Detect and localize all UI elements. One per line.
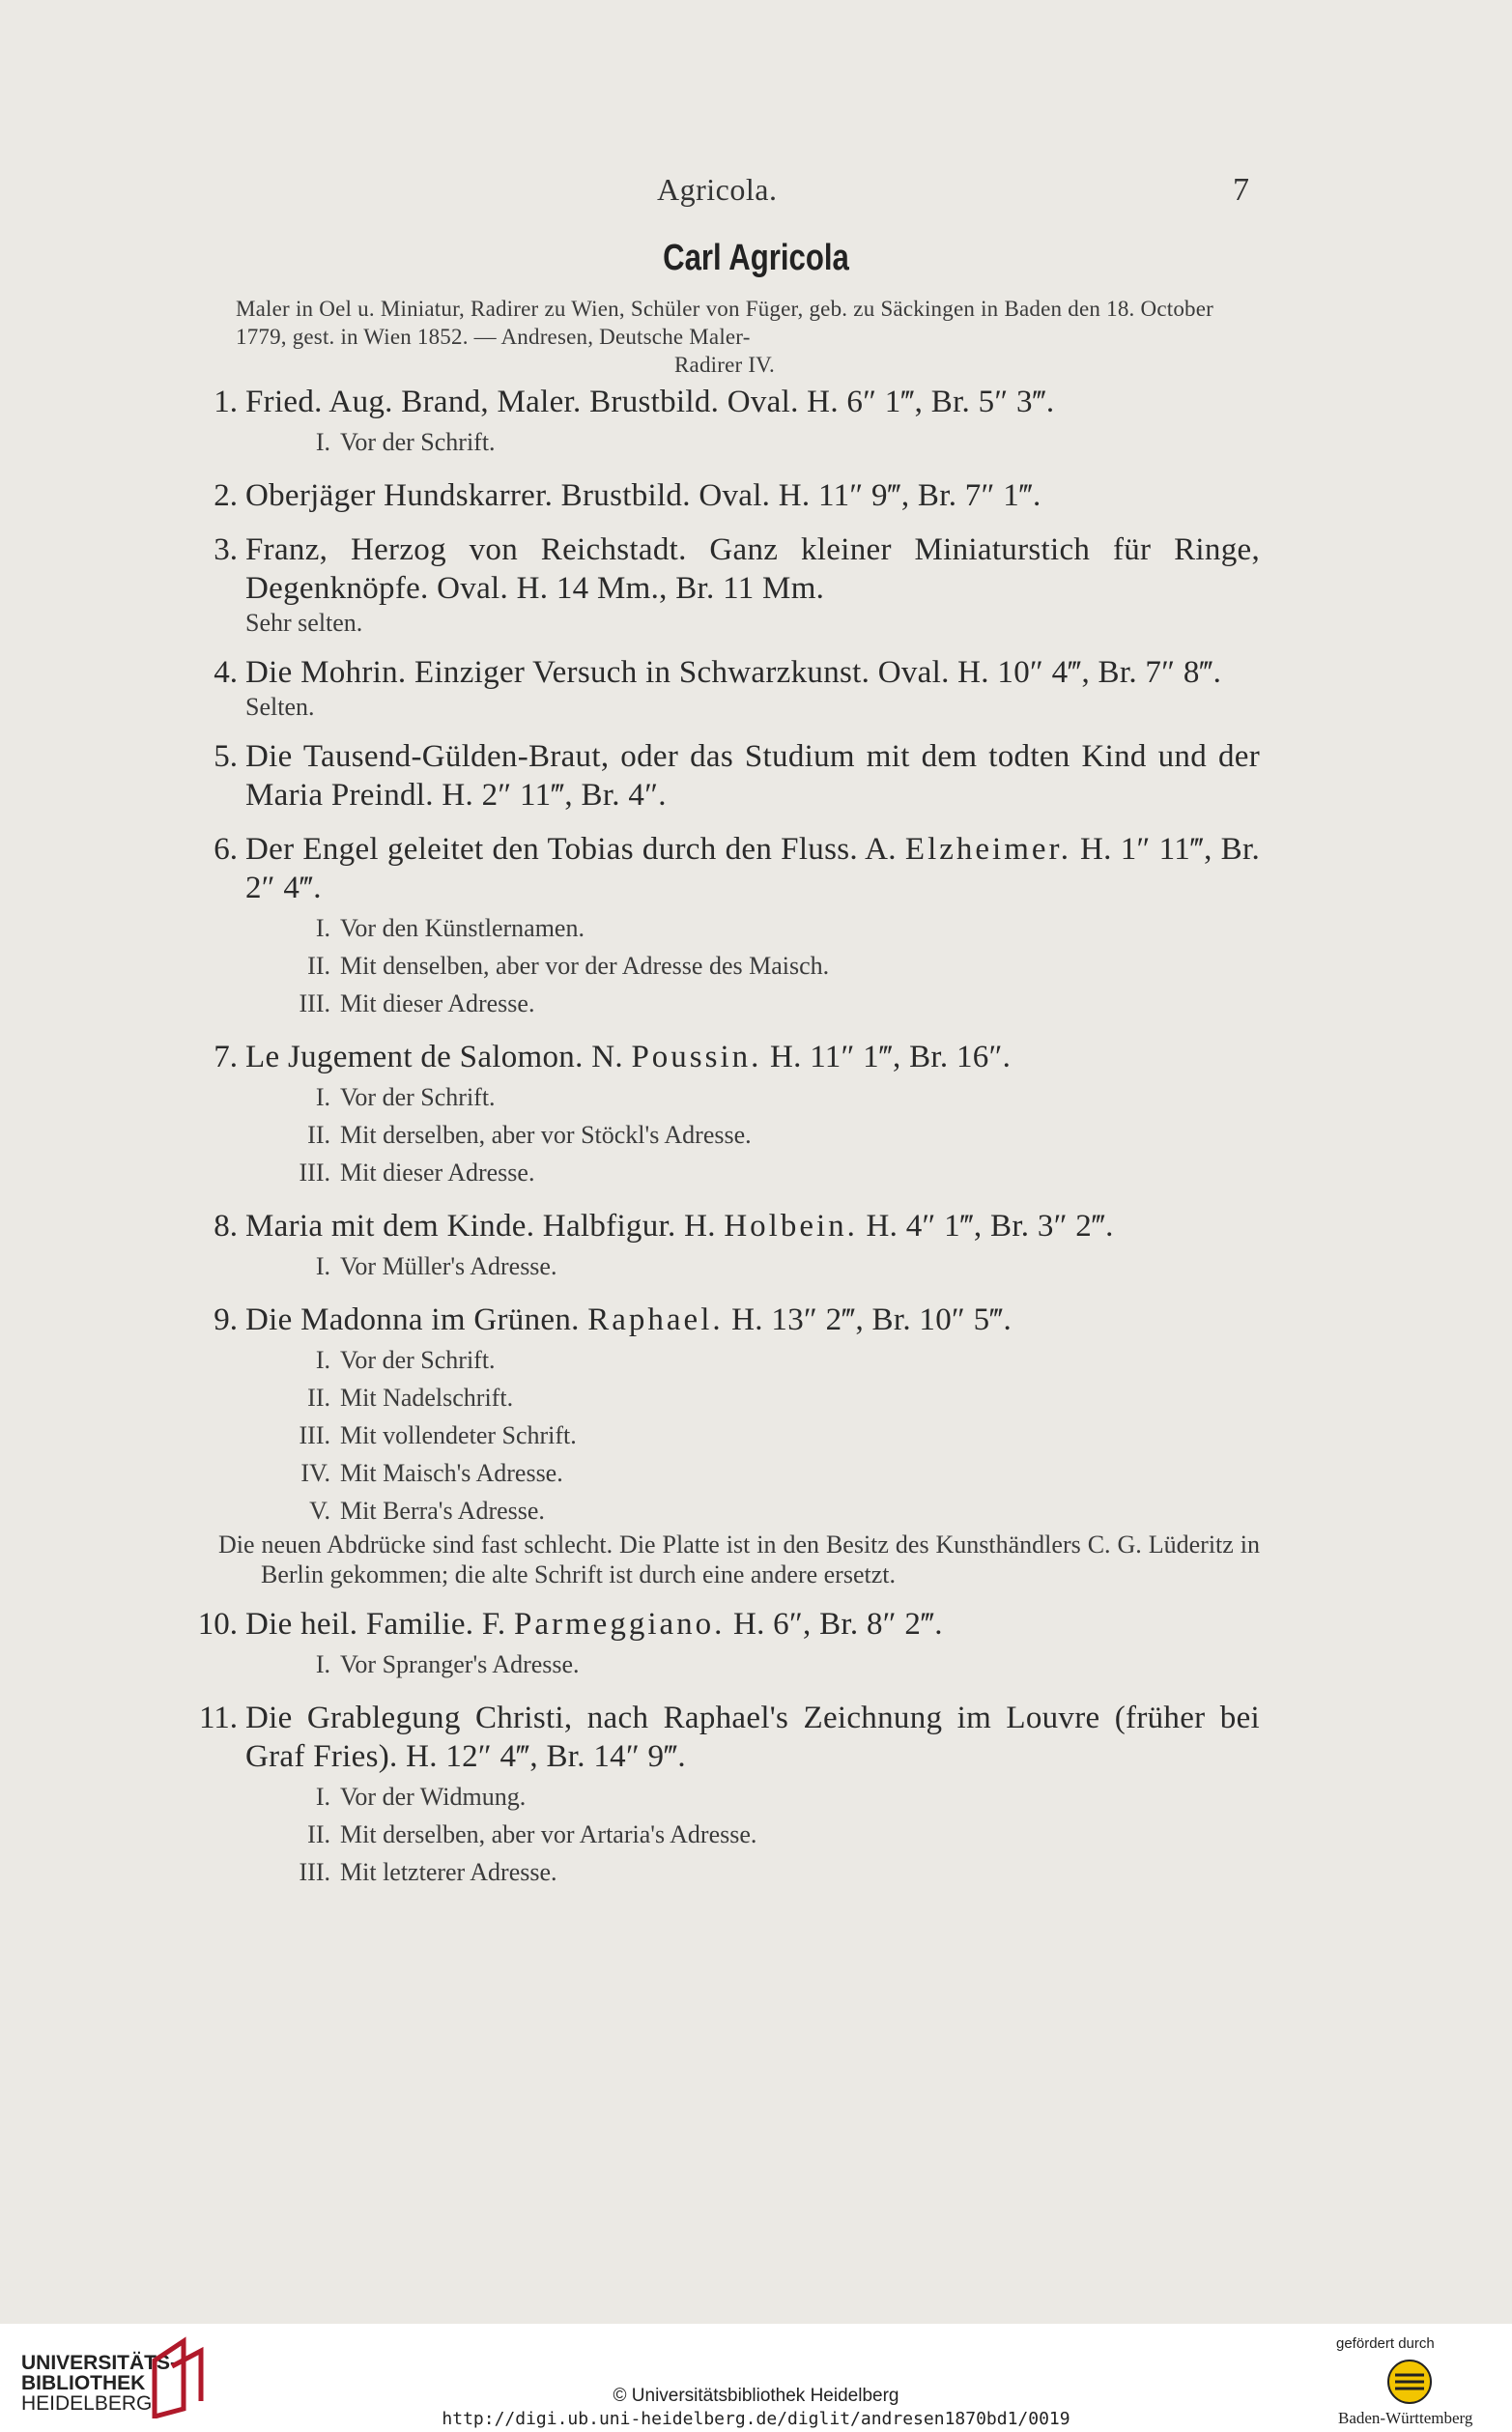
state-numeral: II. [307,1384,330,1412]
state-numeral: III. [299,1858,330,1886]
entry-artist: Parmeggiano. [514,1607,726,1642]
bio-line: Maler in Oel u. Miniatur, Radirer zu Wien, Schüler von Füger, geb. zu Säckingen in [236,297,999,321]
page-number: 7 [1233,172,1249,208]
entry-number: 7. [214,1040,238,1074]
entry-title [245,1301,1260,1339]
entry-dimensions: H. 1″ 11‴, Br. 2″ 4‴. [245,832,1260,905]
state-item [245,947,1260,985]
library-name-line: HEIDELBERG [21,2392,153,2415]
entry-title: Fried. Aug. Brand, Maler. Brustbild. Oval. H. 6″ 1‴, Br. 5″ 3‴. [245,385,1055,419]
library-name-line: UNIVERSITÄTS- [21,2352,178,2374]
entry-number: 8. [214,1209,238,1244]
copyright-notice: © Universitätsbibliothek Heidelberg [613,2386,899,2406]
state-numeral: II. [307,1820,330,1848]
state-item [245,1492,1260,1530]
entry-note: Selten. [245,693,315,721]
state-text: Mit Nadelschrift. [340,1384,514,1412]
state-numeral: V. [309,1497,330,1525]
state-text: Mit dieser Adresse. [340,1159,535,1187]
state-numeral: III. [299,989,330,1017]
running-title: Agricola. [657,172,778,207]
state-text: Vor den Künstlernamen. [340,914,585,942]
catalogue-entry [193,1301,1260,1589]
state-text: Mit Berra's Adresse. [340,1497,545,1525]
state-numeral: II. [307,1121,330,1149]
state-list [245,423,1260,461]
entry-title-text: Le Jugement de Salomon. N. [245,1040,632,1074]
catalogue-entries [193,383,1260,1906]
entry-number: 3. [214,532,238,567]
state-item [245,1078,1260,1116]
state-item [245,1454,1260,1492]
catalogue-entry [193,653,1260,722]
entry-title-text: Der Engel geleitet den Tobias durch den Fluss. A. [245,832,905,867]
entry-title-text: Maria mit dem Kinde. Halbfigur. H. [245,1209,725,1244]
state-text: Mit vollendeter Schrift. [340,1421,577,1449]
sponsor-label: gefördert durch [1336,2335,1435,2352]
state-text: Mit Maisch's Adresse. [340,1459,563,1487]
catalogue-entry [193,737,1260,815]
catalogue-entry [193,476,1260,515]
state-numeral: III. [299,1159,330,1187]
entry-note: Sehr selten. [245,609,363,637]
entry-artist: Raphael. [587,1302,724,1337]
state-item [245,1816,1260,1853]
state-numeral: I. [315,428,330,456]
state-item [245,1853,1260,1891]
entry-number: 1. [214,385,238,419]
entry-title: Die Grablegung Christi, nach Raphael's Zeichnung im Louvre (früher bei Graf Fries). H. 12″ 4‴, Br. 14″ 9‴. [245,1701,1260,1774]
state-text: Vor der Schrift. [340,1083,496,1111]
entry-artist: Poussin. [631,1040,762,1074]
state-numeral: I. [315,914,330,942]
state-item [245,423,1260,461]
catalogue-entry [193,830,1260,1022]
state-text: Mit derselben, aber vor Artaria's Adresse. [340,1820,757,1848]
entry-title [245,830,1260,907]
entry-number: 5. [214,739,238,774]
state-list [245,909,1260,1022]
entry-title: Oberjäger Hundskarrer. Brustbild. Oval. H. 11″ 9‴, Br. 7″ 1‴. [245,478,1041,513]
catalogue-entry [193,1038,1260,1191]
state-text: Vor Spranger's Adresse. [340,1650,580,1678]
state-numeral: I. [315,1783,330,1811]
state-text: Vor der Schrift. [340,1346,496,1374]
state-numeral: I. [315,1650,330,1678]
state-list [245,1078,1260,1191]
author-biography [236,295,1213,379]
entry-dimensions: H. 4″ 1‴, Br. 3″ 2‴. [857,1209,1114,1244]
state-item [245,1341,1260,1379]
entry-title: Die Tausend-Gülden-Braut, oder das Studium mit dem todten Kind und der Maria Preindl. H. 2″ 11‴, Br. 4″. [245,739,1260,813]
entry-number: 4. [214,655,238,690]
catalogue-entry [193,1207,1260,1285]
entry-number: 10. [197,1607,238,1642]
state-text: Vor der Schrift. [340,428,496,456]
catalogue-entry [193,383,1260,461]
catalogue-entry [193,1605,1260,1683]
state-item [245,1379,1260,1416]
state-numeral: I. [315,1252,330,1280]
entry-remark: Die neuen Abdrücke sind fast schlecht. Die Platte ist in den Besitz des Kunsthändlers C. G. Lüderitz in Berlin gekommen; die alte Schrift ist durch eine andere ersetzt. [218,1531,1260,1588]
state-numeral: IV. [300,1459,330,1487]
state-item [245,985,1260,1022]
state-item [245,1154,1260,1191]
library-name-line: BIBLIOTHEK [21,2372,146,2394]
state-text: Vor Müller's Adresse. [340,1252,557,1280]
entry-title-text: Die Madonna im Grünen. [245,1302,588,1337]
sponsor-name: Baden-Württemberg [1338,2409,1473,2427]
state-item [245,1247,1260,1285]
state-numeral: II. [307,952,330,980]
state-text: Mit denselben, aber vor der Adresse des Maisch. [340,952,830,980]
entry-title [245,1207,1260,1245]
state-text: Mit letzterer Adresse. [340,1858,557,1886]
entry-title-text: Die heil. Familie. F. [245,1607,515,1642]
state-item [245,1416,1260,1454]
entry-title [245,1605,1260,1644]
state-text: Mit dieser Adresse. [340,989,535,1017]
state-list [245,1341,1260,1530]
permalink-url[interactable]: http://digi.ub.uni-heidelberg.de/diglit/andresen1870bd1/0019 [442,2409,1070,2429]
state-numeral: I. [315,1083,330,1111]
state-text: Vor der Widmung. [340,1783,527,1811]
bio-line: Baden den 18. October 1779, gest. in Wien 1852. — Andresen, Deutsche Maler- [236,297,1213,349]
author-heading: Carl Agricola [663,238,849,278]
entry-number: 2. [214,478,238,513]
state-list [245,1778,1260,1891]
coat-of-arms-icon [1385,2358,1434,2406]
entry-title [245,1038,1260,1076]
state-item [245,909,1260,947]
entry-number: 9. [214,1302,238,1337]
state-item [245,1778,1260,1816]
state-numeral: I. [315,1346,330,1374]
entry-dimensions: H. 11″ 1‴, Br. 16″. [761,1040,1012,1074]
footer-bar [0,2324,1512,2432]
bio-line-last: Radirer IV. [674,353,775,377]
state-list [245,1247,1260,1285]
entry-dimensions: H. 6″, Br. 8″ 2‴. [725,1607,943,1642]
entry-number: 6. [214,832,238,867]
state-list [245,1645,1260,1683]
entry-dimensions: H. 13″ 2‴, Br. 10″ 5‴. [723,1302,1013,1337]
entry-artist: Holbein. [724,1209,858,1244]
entry-title: Die Mohrin. Einziger Versuch in Schwarzkunst. Oval. H. 10″ 4‴, Br. 7″ 8‴. [245,655,1222,690]
entry-title: Franz, Herzog von Reichstadt. Ganz kleiner Miniaturstich für Ringe, Degenknöpfe. Oval. H. 14 Mm., Br. 11 Mm. [245,532,1260,606]
state-item [245,1116,1260,1154]
state-text: Mit derselben, aber vor Stöckl's Adresse. [340,1121,752,1149]
entry-number: 11. [198,1701,238,1735]
state-numeral: III. [299,1421,330,1449]
state-item [245,1645,1260,1683]
catalogue-entry [193,1699,1260,1891]
catalogue-entry [193,530,1260,638]
entry-artist: Elzheimer. [904,832,1071,867]
